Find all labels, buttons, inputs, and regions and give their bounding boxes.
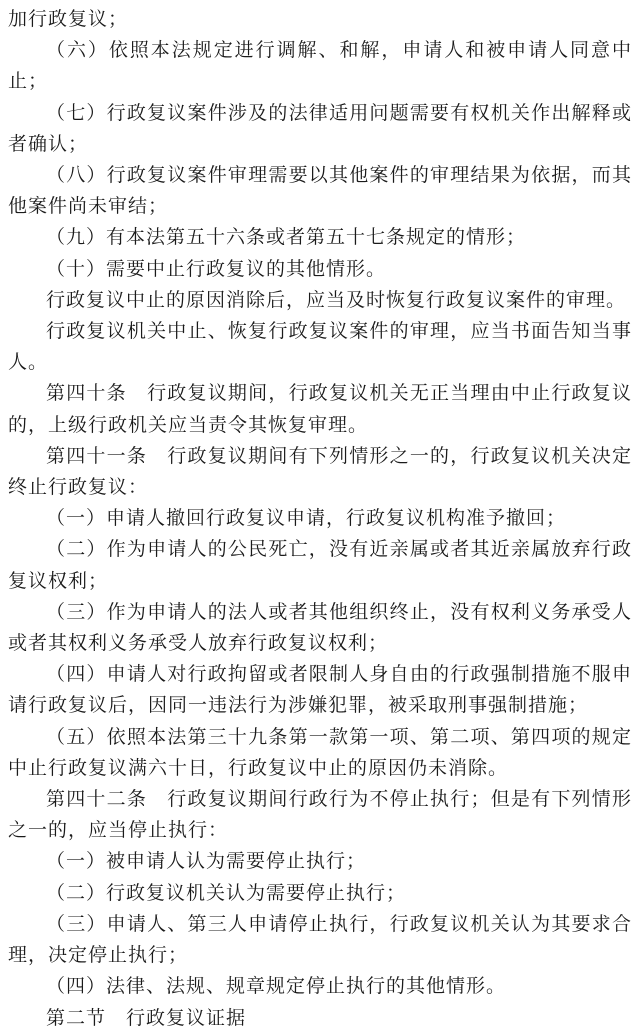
article-41-item-2: （二）作为申请人的公民死亡，没有近亲属或者其近亲属放弃行政复议权利； <box>8 538 632 592</box>
paragraph-resume: 行政复议中止的原因消除后，应当及时恢复行政复议案件的审理。 <box>46 288 627 311</box>
article-41-item-3: （三）作为申请人的法人或者其他组织终止，没有权利义务承受人或者其权利义务承受人放弃行政复议权利； <box>8 600 632 655</box>
section-heading: 第二节 行政复议证据 <box>46 1006 247 1029</box>
article-41: 第四十一条 行政复议期间有下列情形之一的，行政复议机关决定终止行政复议： <box>8 444 632 499</box>
paragraph-item-8: （八）行政复议案件审理需要以其他案件的审理结果为依据，而其他案件尚未审结； <box>8 164 632 218</box>
article-41-item-1: （一）申请人撤回行政复议申请，行政复议机构准予撤回； <box>46 507 567 530</box>
article-40: 第四十条 行政复议期间，行政复议机关无正当理由中止行政复议的，上级行政机关应当责令其恢复审理。 <box>8 382 632 436</box>
paragraph-item-9: （九）有本法第五十六条或者第五十七条规定的情形； <box>46 226 527 249</box>
article-42-item-3: （三）申请人、第三人申请停止执行，行政复议机关认为其要求合理，决定停止执行； <box>8 912 632 967</box>
paragraph-item-6: （六）依照本法规定进行调解、和解，申请人和被申请人同意中止； <box>8 39 632 93</box>
article-42-item-4: （四）法律、法规、规章规定停止执行的其他情形。 <box>46 975 507 998</box>
article-41-item-4: （四）申请人对行政拘留或者限制人身自由的行政强制措施不服申请行政复议后，因同一违法行为涉嫌犯罪，被采取刑事强制措施； <box>8 663 632 717</box>
paragraph-continuation: 加行政复议； <box>8 8 129 30</box>
paragraph-notice: 行政复议机关中止、恢复行政复议案件的审理，应当书面告知当事人。 <box>8 320 632 374</box>
article-42-item-1: （一）被申请人认为需要停止执行； <box>46 850 367 873</box>
article-42-item-2: （二）行政复议机关认为需要停止执行； <box>46 881 407 904</box>
paragraph-item-7: （七）行政复议案件涉及的法律适用问题需要有权机关作出解释或者确认； <box>8 101 632 155</box>
article-41-item-5: （五）依照本法第三十九条第一款第一项、第二项、第四项的规定中止行政复议满六十日，行政复议中止的原因仍未消除。 <box>8 725 632 779</box>
paragraph-item-10: （十）需要中止行政复议的其他情形。 <box>46 257 387 280</box>
article-42: 第四十二条 行政复议期间行政行为不停止执行；但是有下列情形之一的，应当停止执行： <box>8 788 632 842</box>
